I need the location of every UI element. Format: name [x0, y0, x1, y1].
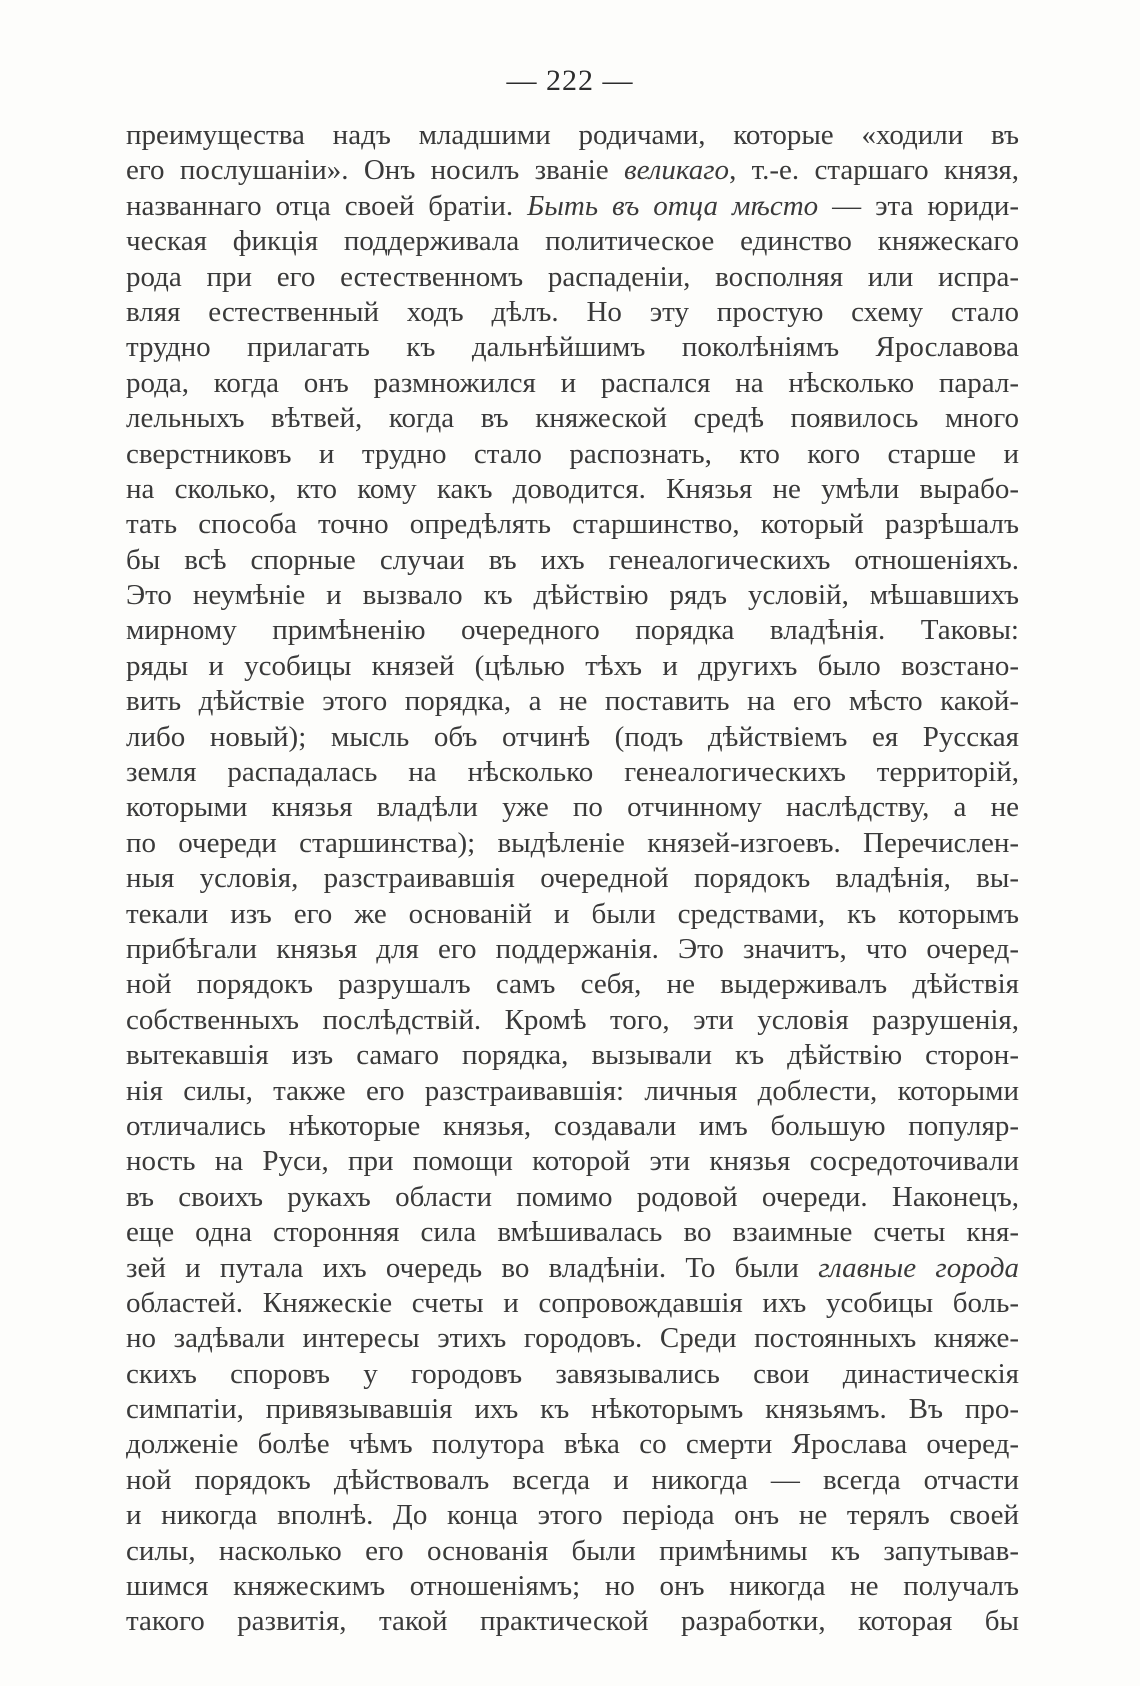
- text-line: [126, 472, 1019, 507]
- text-line: [126, 1604, 1019, 1639]
- text-segment: которыми князья владѣли уже по отчинному наслѣдству, а не: [126, 791, 1019, 824]
- text-segment: ность на Руси, при помощи которой эти князья сосредоточивали: [126, 1145, 1019, 1178]
- text-segment: рода при его естественномъ распаденіи, восполняя или испра-: [126, 260, 1019, 293]
- text-segment: отличались нѣкоторые князья, создавали имъ большую популяр-: [126, 1109, 1019, 1142]
- text-line: [126, 1038, 1019, 1073]
- body-text: [126, 118, 1019, 1640]
- text-line: [126, 543, 1019, 578]
- text-segment: его послушаніи». Онъ носилъ званіе: [126, 154, 625, 187]
- text-line: [126, 1427, 1019, 1462]
- text-segment: преимущества надъ младшими родичами, которые «ходили въ: [126, 119, 1019, 151]
- text-segment: собственныхъ послѣдствій. Кромѣ того, эти условія разрушенія,: [126, 1003, 1019, 1036]
- text-line: [126, 861, 1019, 896]
- text-segment: вить дѣйствіе этого порядка, а не поставить на его мѣсто какой-: [126, 685, 1019, 718]
- text-line: [126, 613, 1019, 648]
- text-segment: ныя условія, разстраивавшія очередной порядокъ владѣнія, вы-: [126, 862, 1019, 895]
- text-segment: но задѣвали интересы этихъ городовъ. Среди постоянныхъ княже-: [126, 1322, 1019, 1355]
- text-line: [126, 967, 1019, 1002]
- text-segment: зей и путала ихъ очередь во владѣніи. То были: [126, 1251, 819, 1284]
- text-segment: бы всѣ спорные случаи въ ихъ генеалогическихъ отношеніяхъ.: [126, 543, 1019, 576]
- text-segment: областей. Княжескіе счеты и сопровождавшія ихъ усобицы боль-: [126, 1286, 1019, 1319]
- text-segment: Это неумѣніе и вызвало къ дѣйствію рядъ условій, мѣшавшихъ: [126, 579, 1019, 612]
- text-segment: силы, насколько его основанія были примѣнимы къ запутывав-: [126, 1534, 1019, 1567]
- text-line: [126, 437, 1019, 472]
- text-segment: въ своихъ рукахъ области помимо родовой очереди. Наконецъ,: [126, 1180, 1019, 1213]
- text-segment: скихъ споровъ у городовъ завязывались свои династическія: [126, 1357, 1019, 1390]
- text-line: [126, 1144, 1019, 1179]
- text-line: [126, 1463, 1019, 1498]
- italic-phrase: Быть въ отца мѣсто: [527, 189, 819, 222]
- text-line: [126, 720, 1019, 755]
- text-segment: , т.-е. старшаго князя,: [729, 154, 1019, 187]
- text-line: [126, 1180, 1019, 1215]
- text-segment: еще одна сторонняя сила вмѣшивалась во взаимные счеты кня-: [126, 1216, 1019, 1249]
- text-line: [126, 1251, 1019, 1286]
- text-line: [126, 684, 1019, 719]
- text-line: [126, 790, 1019, 825]
- page-number: — 222 —: [506, 64, 634, 97]
- text-segment: ческая фикція поддерживала политическое единство княжескаго: [126, 225, 1019, 258]
- text-line: [126, 755, 1019, 790]
- text-line: [126, 366, 1019, 401]
- italic-phrase: великаго: [624, 154, 730, 187]
- text-segment: по очереди старшинства); выдѣленіе князей-изгоевъ. Перечислен-: [126, 826, 1019, 859]
- text-segment: лельныхъ вѣтвей, когда въ княжеской средѣ появилось много: [126, 402, 1019, 435]
- text-line: [126, 189, 1019, 224]
- text-segment: прибѣгали князья для его поддержанія. Это значитъ, что очеред-: [126, 932, 1019, 965]
- text-segment: симпатіи, привязывавшія ихъ къ нѣкоторымъ князьямъ. Въ про-: [126, 1393, 1019, 1426]
- text-line: [126, 224, 1019, 259]
- text-line: [126, 1215, 1019, 1250]
- text-line: [126, 153, 1019, 188]
- text-segment: мирному примѣненію очередного порядка владѣнія. Таковы:: [126, 614, 1019, 647]
- text-segment: нія силы, также его разстраивавшія: личныя доблести, которыми: [126, 1074, 1019, 1107]
- text-line: [126, 897, 1019, 932]
- text-segment: сверстниковъ и трудно стало распознать, кто кого старше и: [126, 437, 1019, 470]
- text-line: [126, 1074, 1019, 1109]
- text-segment: такого развитія, такой практической разработки, которая бы: [126, 1605, 1019, 1638]
- text-line: [126, 826, 1019, 861]
- text-segment: вытекавшія изъ самаго порядка, вызывали къ дѣйствію сторон-: [126, 1039, 1019, 1072]
- text-segment: названнаго отца своей братіи.: [126, 189, 528, 222]
- text-line: [126, 118, 1019, 153]
- text-line: [126, 578, 1019, 613]
- text-segment: рода, когда онъ размножился и распался на нѣсколько парал-: [126, 366, 1019, 399]
- text-segment: трудно прилагать къ дальнѣйшимъ поколѣніямъ Ярославова: [126, 331, 1019, 364]
- text-line: [126, 1321, 1019, 1356]
- text-segment: либо новый); мысль объ отчинѣ (подъ дѣйствіемъ ея Русская: [126, 720, 1019, 753]
- text-line: [126, 1357, 1019, 1392]
- text-line: [126, 932, 1019, 967]
- text-segment: текали изъ его же основаній и были средствами, къ которымъ: [126, 897, 1019, 930]
- text-segment: вляя естественный ходъ дѣлъ. Но эту простую схему стало: [126, 295, 1019, 328]
- text-segment: — эта юриди-: [818, 189, 1019, 222]
- text-line: [126, 1498, 1019, 1533]
- text-line: [126, 1003, 1019, 1038]
- text-segment: шимся княжескимъ отношеніямъ; но онъ никогда не получалъ: [126, 1570, 1019, 1603]
- text-line: [126, 507, 1019, 542]
- text-line: [126, 1392, 1019, 1427]
- text-segment: на сколько, кто кому какъ доводится. Князья не умѣли вырабо-: [126, 472, 1019, 505]
- text-segment: земля распадалась на нѣсколько генеалогическихъ территорій,: [126, 756, 1019, 789]
- text-line: [126, 1286, 1019, 1321]
- text-segment: ной порядокъ дѣйствовалъ всегда и никогда — всегда отчасти: [126, 1463, 1019, 1496]
- text-line: [126, 260, 1019, 295]
- text-line: [126, 330, 1019, 365]
- text-line: [126, 1109, 1019, 1144]
- text-line: [126, 1569, 1019, 1604]
- italic-phrase: главные города: [818, 1251, 1019, 1284]
- text-segment: тать способа точно опредѣлять старшинство, который разрѣшалъ: [126, 508, 1019, 541]
- text-segment: ной порядокъ разрушалъ самъ себя, не выдерживалъ дѣйствія: [126, 968, 1019, 1001]
- text-line: [126, 1534, 1019, 1569]
- text-segment: и никогда вполнѣ. До конца этого періода онъ не терялъ своей: [126, 1499, 1019, 1532]
- text-segment: ряды и усобицы князей (цѣлью тѣхъ и другихъ было возстано-: [126, 649, 1019, 682]
- text-line: [126, 295, 1019, 330]
- text-line: [126, 401, 1019, 436]
- text-segment: долженіе болѣе чѣмъ полутора вѣка со смерти Ярослава очеред-: [126, 1428, 1019, 1461]
- text-line: [126, 649, 1019, 684]
